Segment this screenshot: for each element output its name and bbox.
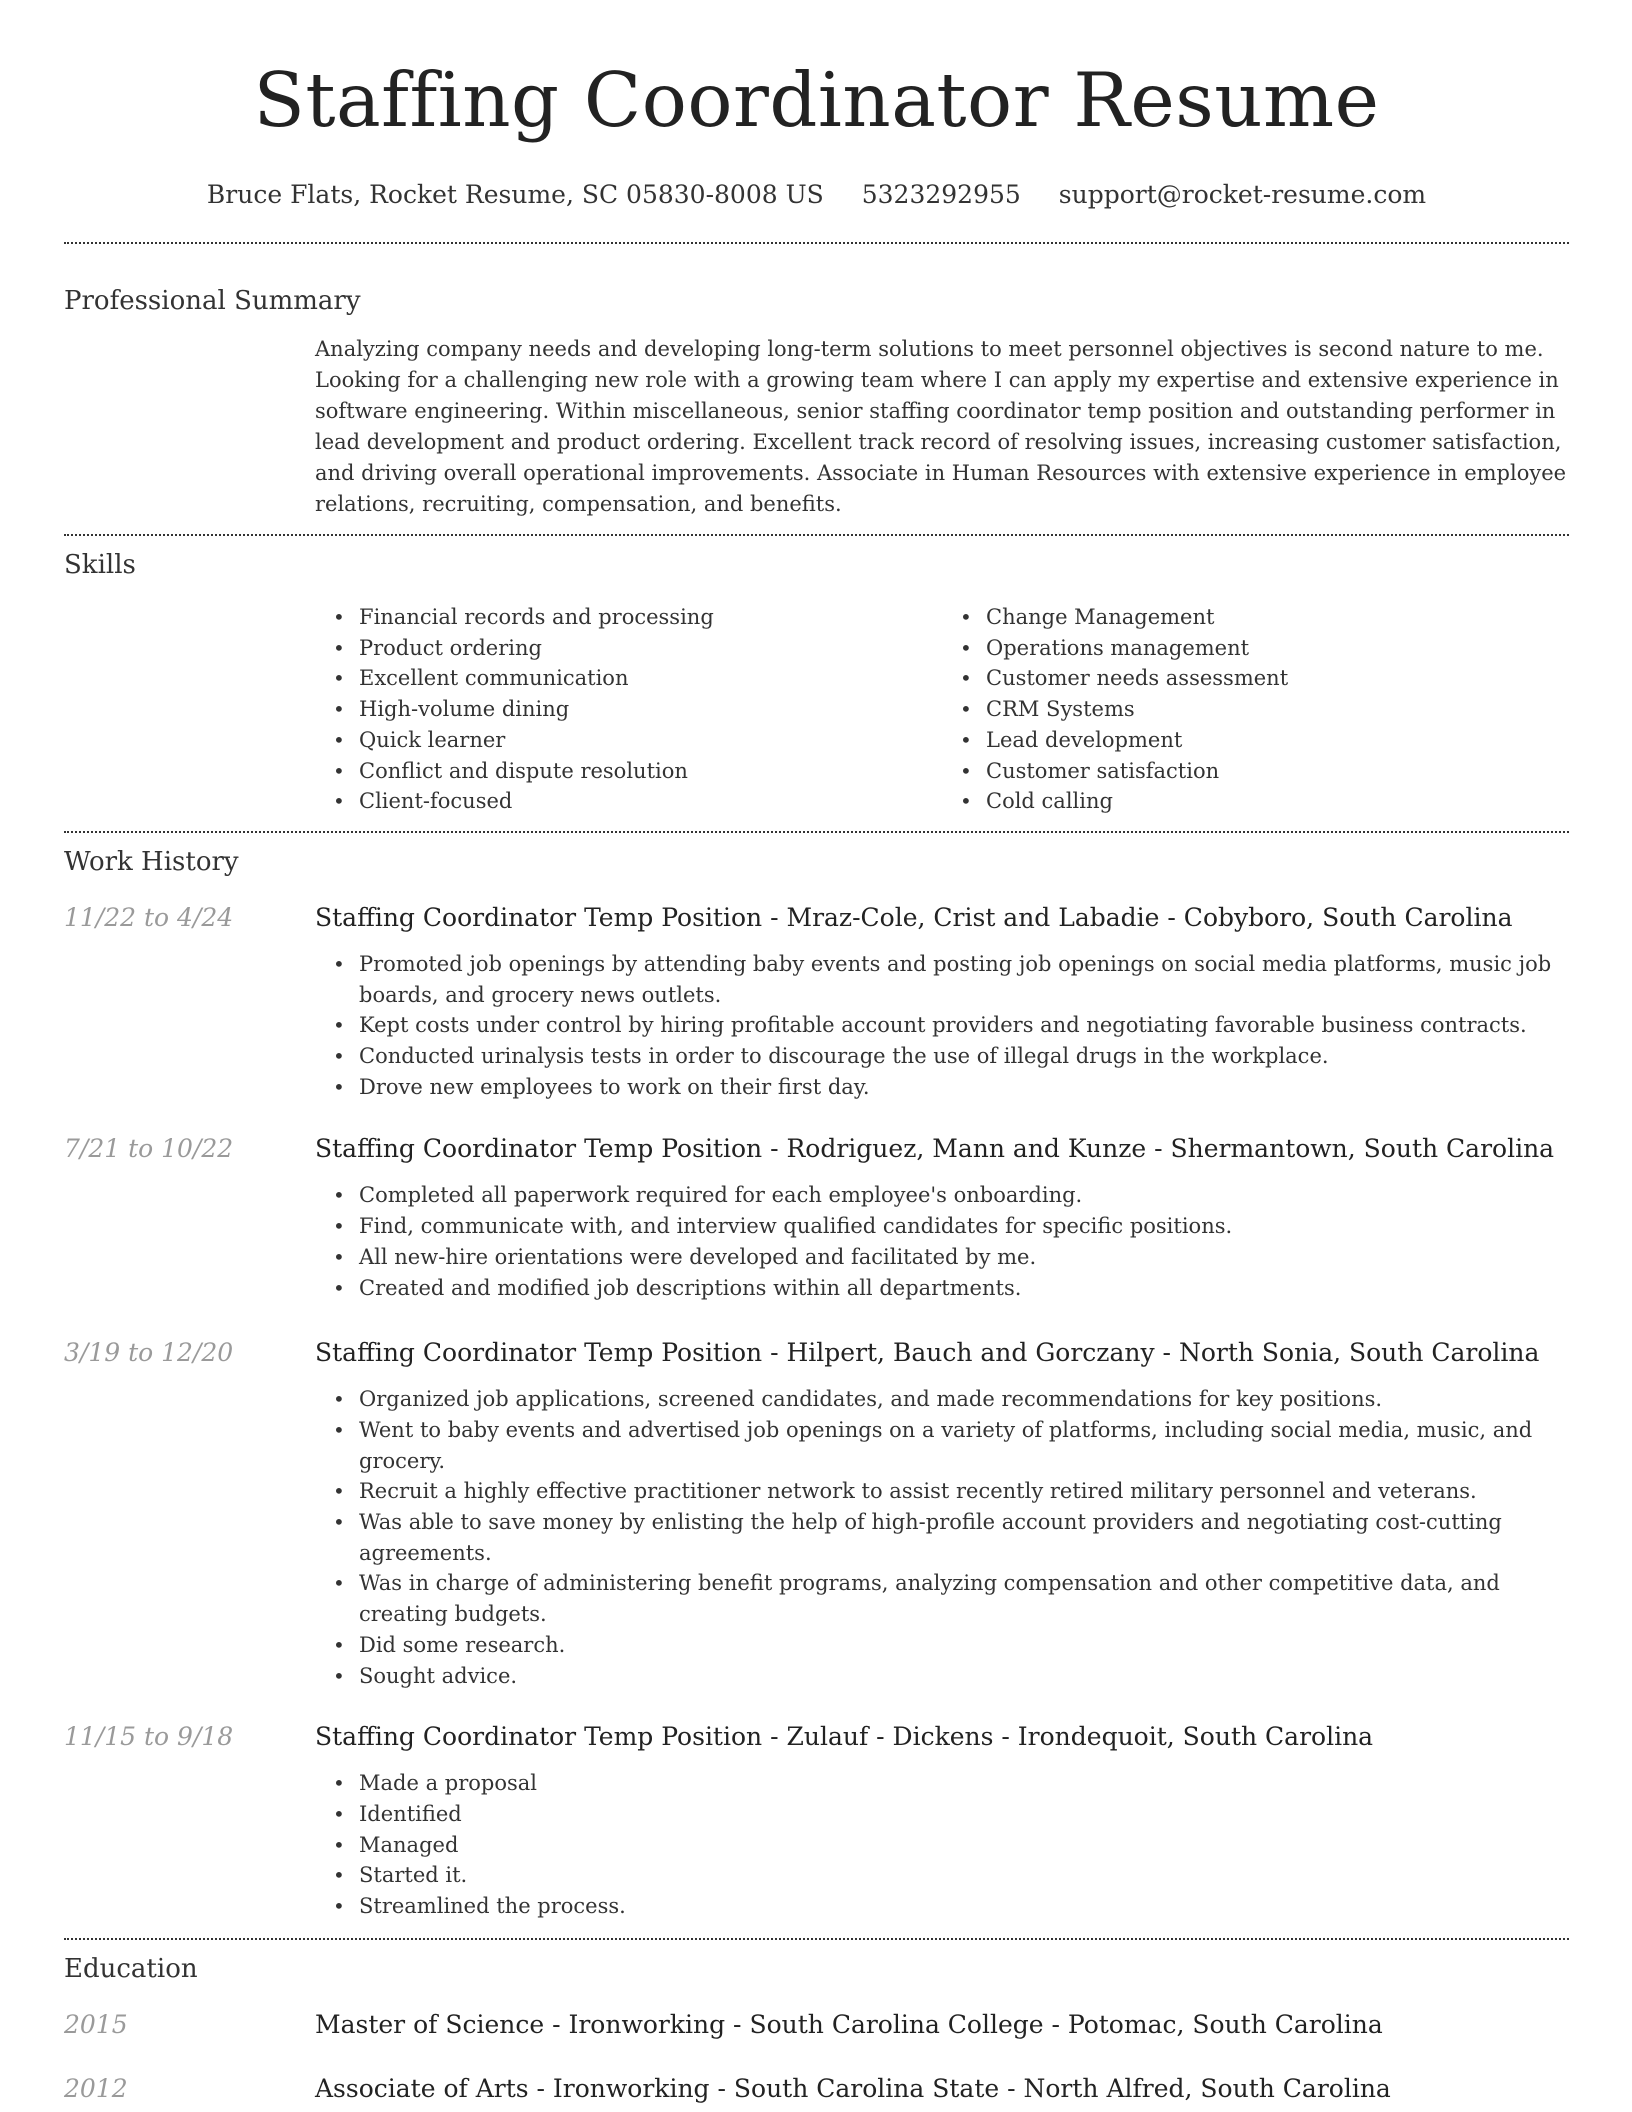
skill-item: • Client-focused <box>359 786 942 817</box>
skill-item: • Customer needs assessment <box>986 663 1569 694</box>
skill-item: • High-volume dining <box>359 694 942 725</box>
contact-email: support@rocket-resume.com <box>1058 180 1427 209</box>
skills-columns <box>315 602 1569 817</box>
section-divider <box>64 534 1569 536</box>
skills-list-left <box>315 602 942 817</box>
job-body <box>315 1132 1569 1303</box>
job-bullet: • Did some research. <box>359 1630 1569 1661</box>
summary-section <box>64 284 1569 520</box>
contact-phone: 5323292955 <box>861 180 1021 209</box>
skill-item: • Excellent communication <box>359 663 942 694</box>
job-entry <box>64 901 1569 1103</box>
job-dates: 11/22 to 4/24 <box>64 902 234 932</box>
education-degree: Associate of Arts - Ironworking - South Carolina State - North Alfred, South Carolina <box>315 2073 1391 2103</box>
section-divider <box>64 831 1569 833</box>
job-bullet: • Promoted job openings by attending baby events and posting job openings on social media platforms, music job boards, and grocery news outlets. <box>359 949 1569 1010</box>
skill-item: • Financial records and processing <box>359 602 942 633</box>
job-bullet: • Organized job applications, screened candidates, and made recommendations for key positions. <box>359 1384 1569 1415</box>
skill-item: • Operations management <box>986 633 1569 664</box>
job-bullet: • Started it. <box>359 1860 1569 1891</box>
job-title: Staffing Coordinator Temp Position - Hilpert, Bauch and Gorczany - North Sonia, South Carolina <box>315 1338 1540 1368</box>
education-body <box>315 2072 1569 2106</box>
job-bullets <box>315 949 1569 1103</box>
job-body <box>315 901 1569 1103</box>
job-dates: 3/19 to 12/20 <box>64 1338 234 1368</box>
job-entry <box>64 1720 1569 1922</box>
job-entry <box>64 1336 1569 1691</box>
job-bullet: • Conducted urinalysis tests in order to discourage the use of illegal drugs in the workplace. <box>359 1041 1569 1072</box>
education-heading: Education <box>64 1953 198 1984</box>
job-title: Staffing Coordinator Temp Position - Mraz-Cole, Crist and Labadie - Cobyboro, South Carolina <box>315 902 1513 932</box>
section-divider <box>64 1938 1569 1940</box>
job-bullet: • Streamlined the process. <box>359 1891 1569 1922</box>
skills-list-right <box>942 602 1569 817</box>
job-body <box>315 1720 1569 1922</box>
education-entry <box>64 2008 1569 2042</box>
job-bullet: • Managed <box>359 1830 1569 1861</box>
job-body <box>315 1336 1569 1691</box>
skill-item: • Product ordering <box>359 633 942 664</box>
job-bullet: • Went to baby events and advertised job openings on a variety of platforms, including social media, music, and grocery. <box>359 1415 1569 1476</box>
section-divider <box>64 242 1569 244</box>
education-body <box>315 2008 1569 2042</box>
skills-section <box>64 548 1569 817</box>
job-bullet: • Find, communicate with, and interview qualified candidates for specific positions. <box>359 1211 1569 1242</box>
job-bullet: • Drove new employees to work on their first day. <box>359 1072 1569 1103</box>
skill-item: • Conflict and dispute resolution <box>359 756 942 787</box>
contact-address: Bruce Flats, Rocket Resume, SC 05830-8008 US <box>206 180 824 209</box>
job-bullet: • Made a proposal <box>359 1768 1569 1799</box>
work-history-heading: Work History <box>64 846 239 877</box>
education-section <box>64 1952 1569 2106</box>
skills-heading: Skills <box>64 550 136 580</box>
summary-text: Analyzing company needs and developing long-term solutions to meet personnel objectives is second nature to me. Looking for a challenging new role with a growing team where I can apply my expertise and extensive experience in software engineering. Within miscellaneous, senior staffing coordinator temp position and outstanding performer in lead development and product ordering. Excellent track record of resolving issues, increasing customer satisfaction, and driving overall operational improvements. Associate in Human Resources with extensive experience in employee relations, recruiting, compensation, and benefits. <box>315 337 1567 516</box>
skill-item: • Quick learner <box>359 725 942 756</box>
job-bullet: • Sought advice. <box>359 1661 1569 1692</box>
education-entry <box>64 2072 1569 2106</box>
job-bullet: • Was in charge of administering benefit programs, analyzing compensation and other competitive data, and creating budgets. <box>359 1568 1569 1629</box>
job-dates: 7/21 to 10/22 <box>64 1134 234 1164</box>
education-degree: Master of Science - Ironworking - South Carolina College - Potomac, South Carolina <box>315 2009 1383 2039</box>
job-entry <box>64 1132 1569 1303</box>
job-bullets <box>315 1180 1569 1303</box>
resume-page <box>64 0 1569 2106</box>
job-title: Staffing Coordinator Temp Position - Zulauf - Dickens - Irondequoit, South Carolina <box>315 1722 1374 1752</box>
education-year: 2012 <box>64 2073 128 2103</box>
job-bullet: • All new-hire orientations were developed and facilitated by me. <box>359 1242 1569 1273</box>
job-bullet: • Identified <box>359 1799 1569 1830</box>
job-bullets <box>315 1768 1569 1922</box>
skill-item: • CRM Systems <box>986 694 1569 725</box>
job-bullet: • Was able to save money by enlisting the help of high-profile account providers and negotiating cost-cutting agreements. <box>359 1507 1569 1568</box>
job-bullet: • Kept costs under control by hiring profitable account providers and negotiating favorable business contracts. <box>359 1010 1569 1041</box>
skill-item: • Lead development <box>986 725 1569 756</box>
work-history-section <box>64 845 1569 1922</box>
summary-heading: Professional Summary <box>64 286 361 316</box>
job-bullet: • Completed all paperwork required for each employee's onboarding. <box>359 1180 1569 1211</box>
skill-item: • Change Management <box>986 602 1569 633</box>
skill-item: • Customer satisfaction <box>986 756 1569 787</box>
job-bullets <box>315 1384 1569 1691</box>
skill-item: • Cold calling <box>986 786 1569 817</box>
resume-title: Staffing Coordinator Resume <box>253 56 1380 144</box>
education-year: 2015 <box>64 2009 128 2039</box>
job-bullet: • Created and modified job descriptions within all departments. <box>359 1273 1569 1304</box>
job-dates: 11/15 to 9/18 <box>64 1722 234 1752</box>
job-title: Staffing Coordinator Temp Position - Rodriguez, Mann and Kunze - Shermantown, South Carolina <box>315 1134 1555 1164</box>
job-bullet: • Recruit a highly effective practitioner network to assist recently retired military personnel and veterans. <box>359 1476 1569 1507</box>
contact-info <box>64 178 1569 212</box>
